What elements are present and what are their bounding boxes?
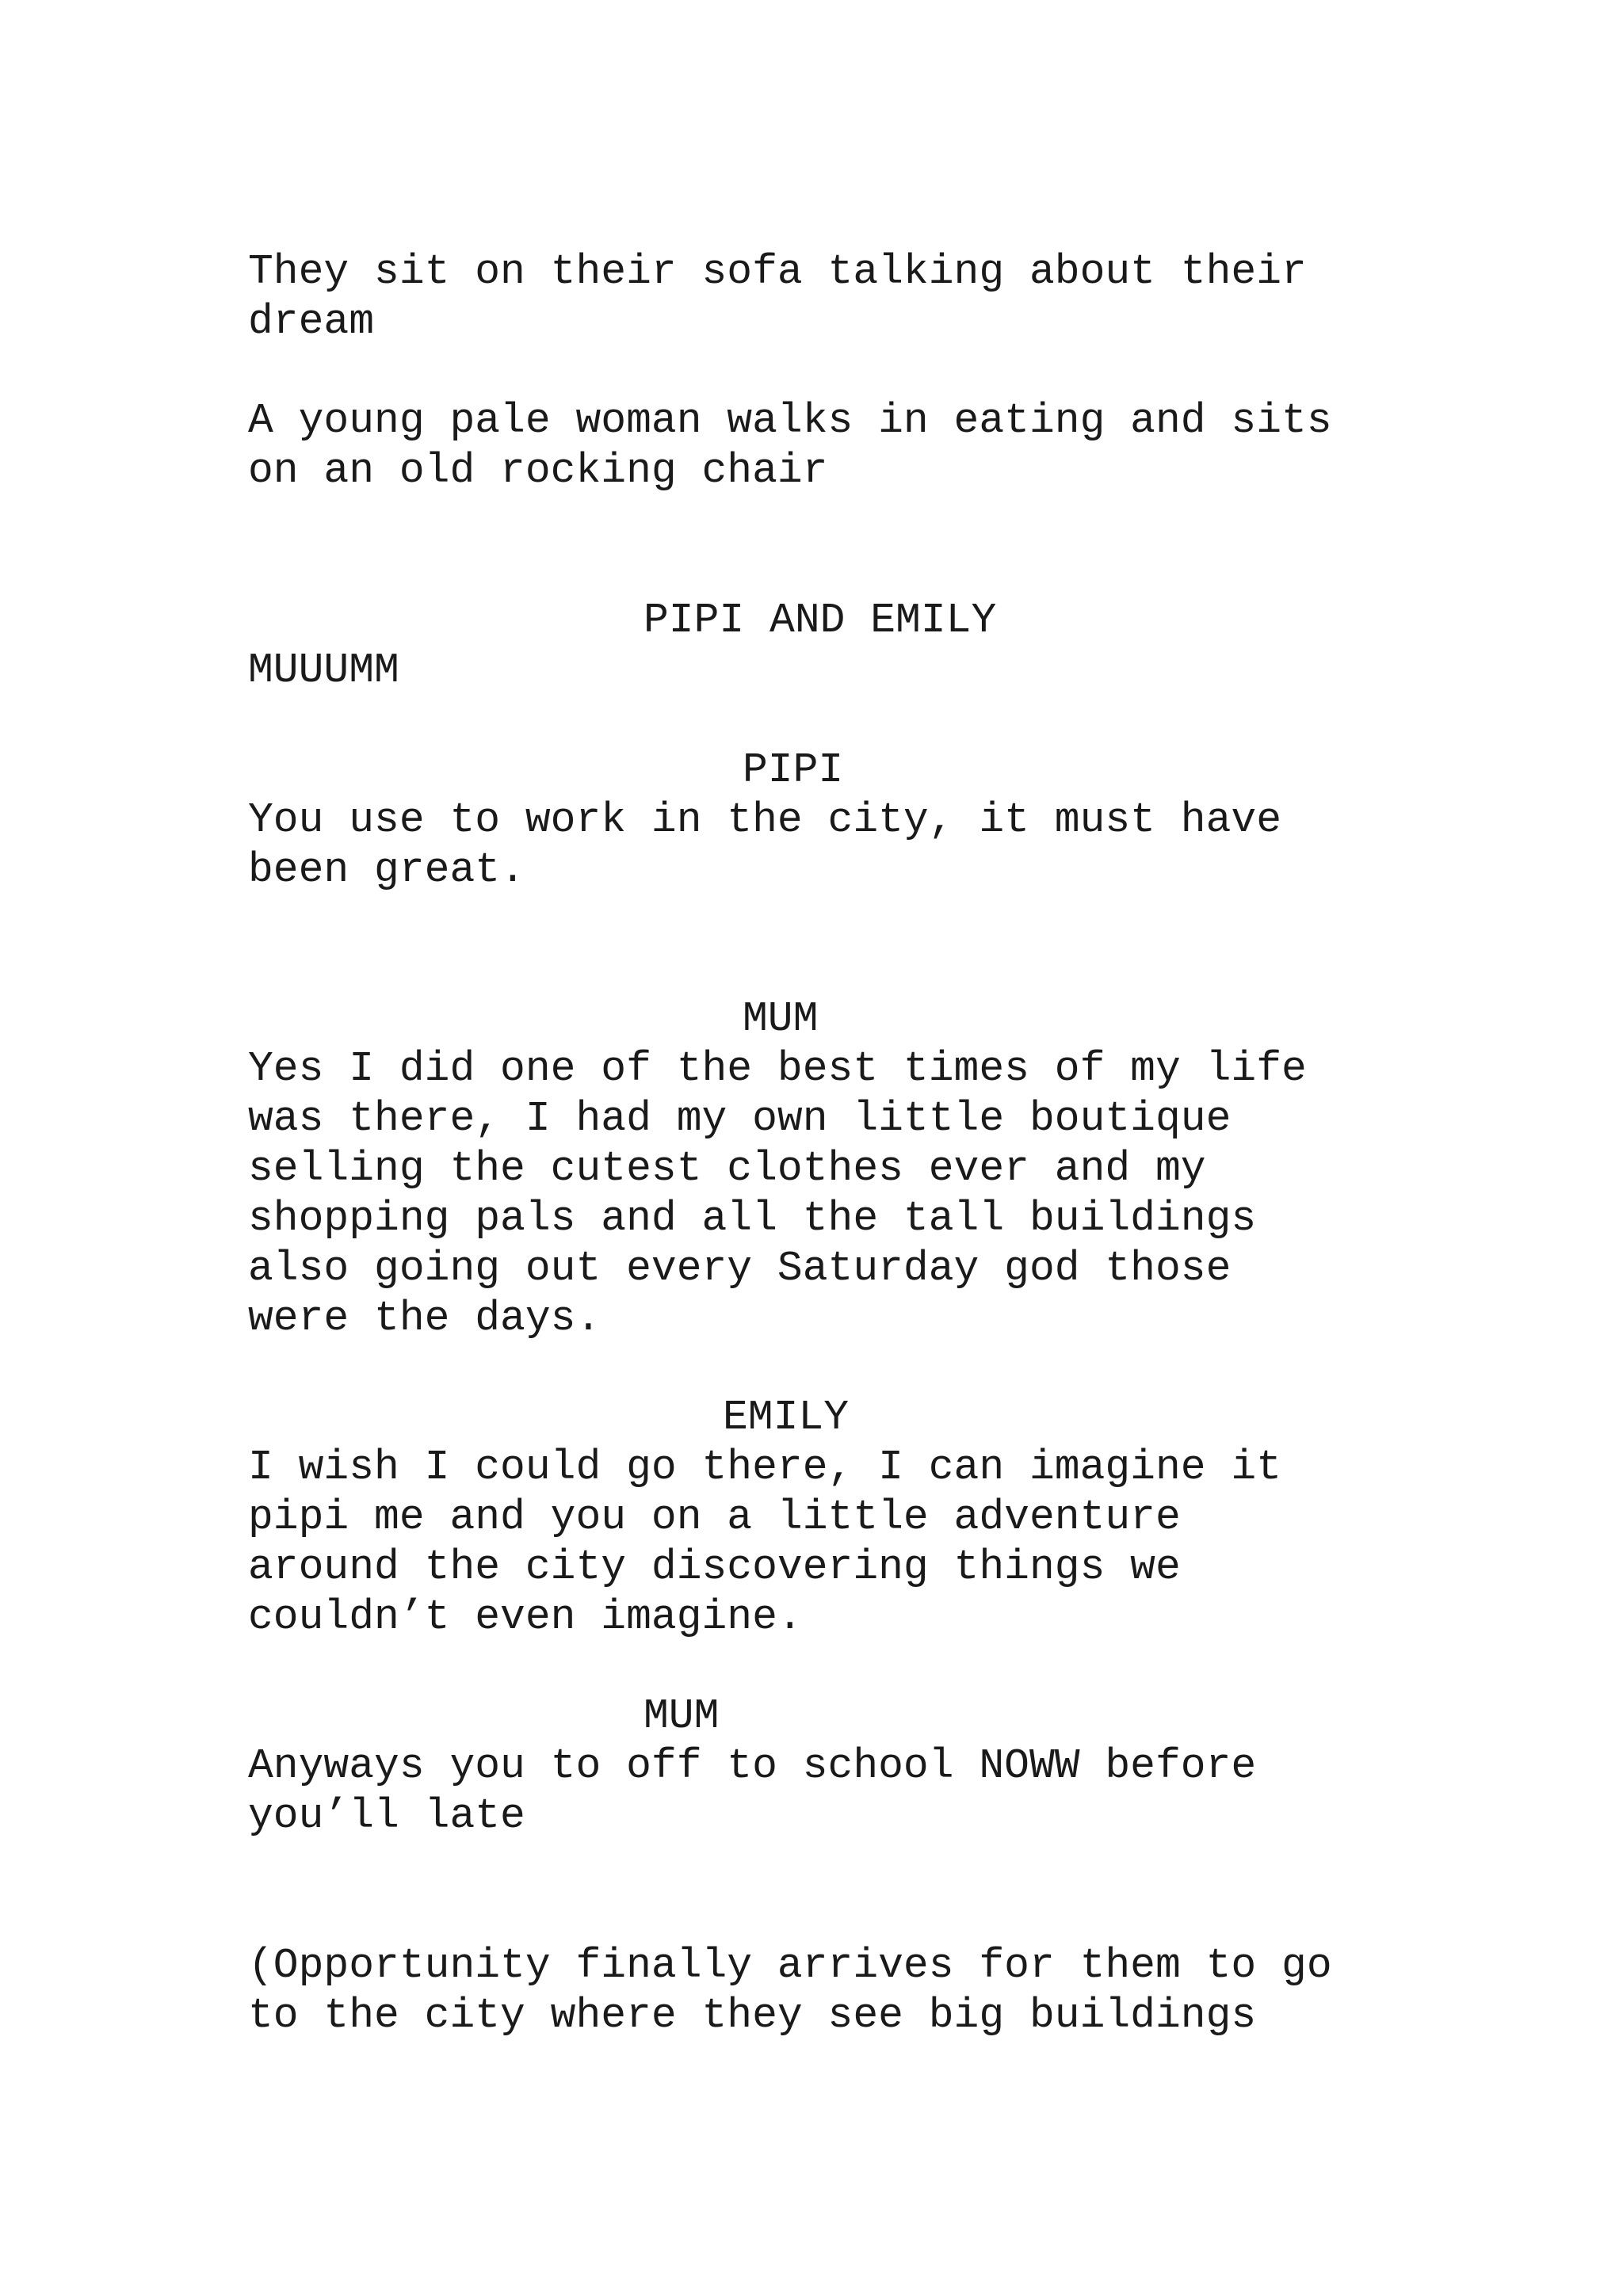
action-line: A young pale woman walks in eating and sits — [248, 397, 1332, 444]
dialogue-line: around the city discovering things we — [248, 1543, 1181, 1591]
dialogue-line: MUUUMM — [248, 646, 399, 694]
dialogue-line: been great. — [248, 846, 525, 894]
dialogue-line: also going out every Saturday god those — [248, 1245, 1232, 1292]
dialogue-line: you’ll late — [248, 1792, 525, 1840]
character-cue: PIPI — [743, 746, 844, 794]
dialogue-line: couldn’t even imagine. — [248, 1593, 803, 1641]
dialogue-line: Anyways you to off to school NOWW before — [248, 1742, 1257, 1790]
dialogue-line: I wish I could go there, I can imagine it — [248, 1444, 1282, 1491]
dialogue-line: Yes I did one of the best times of my life — [248, 1045, 1307, 1093]
action-line: dream — [248, 298, 375, 345]
dialogue-line: selling the cutest clothes ever and my — [248, 1145, 1206, 1192]
character-cue: PIPI AND EMILY — [643, 597, 997, 644]
character-cue: EMILY — [723, 1394, 850, 1441]
action-line: to the city where they see big buildings — [248, 1992, 1257, 2039]
dialogue-line: shopping pals and all the tall buildings — [248, 1195, 1257, 1242]
dialogue-line: pipi me and you on a little adventure — [248, 1493, 1181, 1541]
action-line: (Opportunity finally arrives for them to go — [248, 1942, 1332, 1989]
character-cue: MUM — [743, 995, 819, 1043]
character-cue: MUM — [643, 1692, 720, 1740]
action-line: on an old rocking chair — [248, 447, 828, 494]
action-line: They sit on their sofa talking about their — [248, 248, 1307, 296]
dialogue-line: You use to work in the city, it must have — [248, 796, 1282, 844]
dialogue-line: were the days. — [248, 1295, 601, 1342]
dialogue-line: was there, I had my own little boutique — [248, 1095, 1232, 1142]
